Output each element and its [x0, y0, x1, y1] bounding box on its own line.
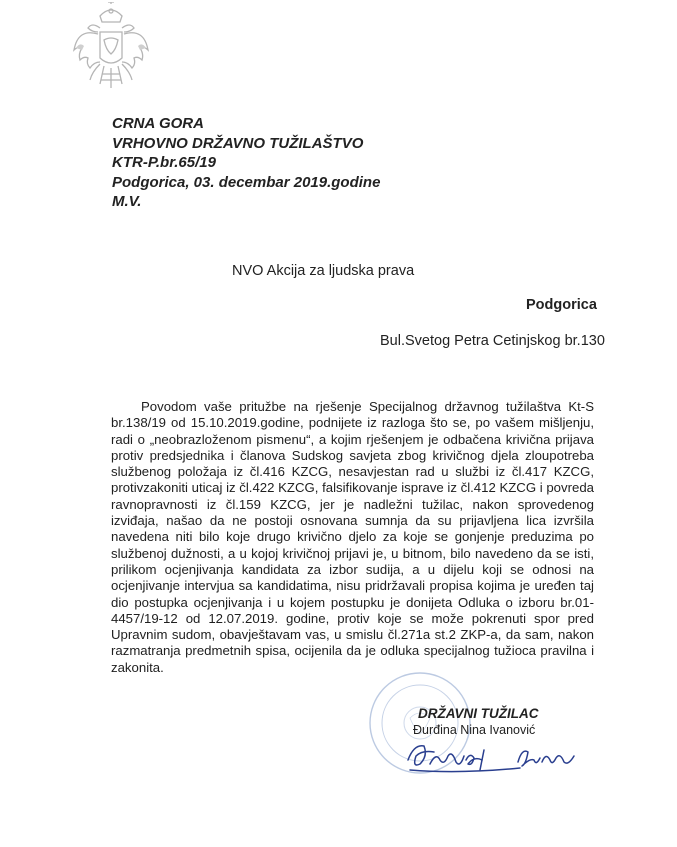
handwritten-signature-icon: [400, 730, 590, 775]
author-initials: M.V.: [112, 193, 142, 211]
recipient-name: NVO Akcija za ljudska prava: [232, 263, 415, 279]
montenegro-coat-of-arms-icon: [70, 2, 152, 94]
reference-number: KTR-P.br.65/19: [112, 154, 216, 172]
recipient-city: Podgorica: [526, 297, 597, 313]
institution-name: VRHOVNO DRŽAVNO TUŽILAŠTVO: [112, 134, 364, 152]
letter-body: Povodom vaše pritužbe na rješenje Specijalnog državnog tužilaštva Kt-S br.138/19 od 15.10.2019.godine, podnijete iz razloga što se, po vašem mišljenju, radi o „neobrazloženom pismenu“, a kojim rješenjem je odbačena krivična prijava protiv predsjednika i članova Sudskog savjeta zbog krivičnog djela zloupotreba službenog položaja iz čl.416 KZCG, nesavjestan rad u službi iz čl.417 KZCG, protivzakoniti uticaj iz čl.422 KZCG, falsifikovanje isprave iz čl.412 KZCG i povreda ravnopravnosti iz čl.159 KZCG, jer je nadležni tužilac, nakon sprovedenog izviđaja, našao da ne postoji osnovana sumnja da su prijavljena lica izvršila navedena niti bilo koje drugo krivično djelo za koje se gonjenje preduzima po službenoj dužnosti, a u kojoj krivičnoj prijavi je, u bitnom, bilo navedeno da se isti, prilikom ocjenjivanja kandidata za izbor sudija, a u dijelu koji se odnosi na ocjenjivanje intervjua sa kandidatima, nisu pridržavali propisa kojima je uređen taj dio postupka ocjenjivanja i u kojem postupku je donijeta Odluka o izboru br.01-4457/19-12 od 12.07.2019. godine, protiv koje se može pokrenuti spor pred Upravnim sudom, obavještavam vas, u smislu čl.271a st.2 ZKP-a, da sam, nakon razmatranja predmetnih spisa, ocijenila da je odluka specijalnog tužioca pravilna i zakonita.: [111, 399, 595, 675]
issuer-header: [112, 114, 380, 212]
signatory-title: DRŽAVNI TUŽILAC: [418, 706, 539, 721]
country-name: CRNA GORA: [112, 115, 204, 132]
recipient-address: Bul.Svetog Petra Cetinjskog br.130: [380, 333, 605, 349]
place-and-date: Podgorica, 03. decembar 2019.godine: [112, 173, 381, 191]
signatory-name: Đurđina Nina Ivanović: [413, 723, 536, 737]
